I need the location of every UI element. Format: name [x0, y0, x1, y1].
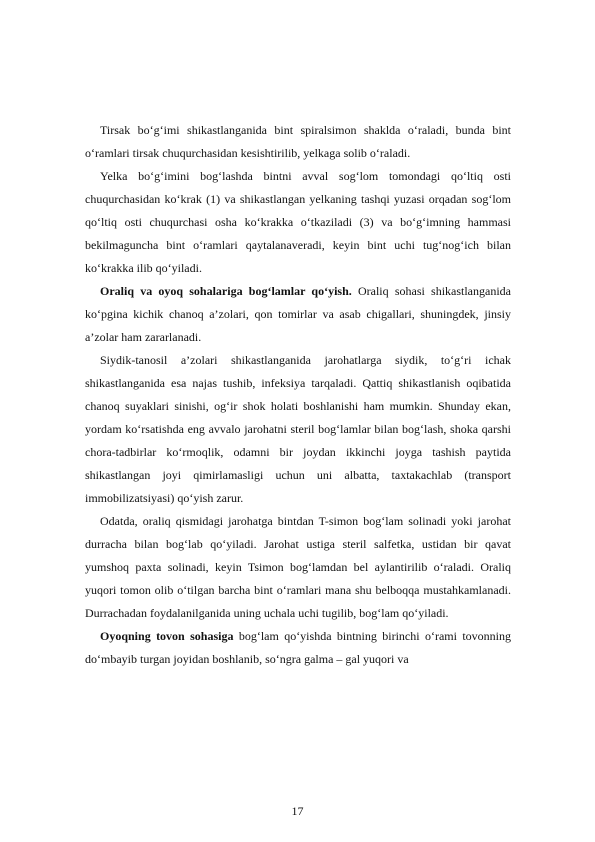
section-heading: Oraliq va oyoq sohalariga bog‘lamlar qo‘yish. [100, 284, 352, 298]
paragraph-text: Yelka bo‘g‘imini bog‘lashda bintni avval sog‘lom tomondagi qo‘ltiq osti chuqurchasidan ko‘krak (1) va shikastlangan yelkaning tashqi yuzasi orqadan sog‘lom qo‘ltiq osti chuqurchasi osha ko‘krakka o‘tkaziladi (3) va bo‘g‘imning hammasi bekilmaguncha bint o‘ramlari qaytalanaveradi, keyin bint uchi tug‘nog‘ich bilan ko‘krakka ilib qo‘yiladi. [85, 169, 511, 275]
document-body [85, 119, 511, 671]
paragraph-shoulder-bandage [85, 165, 511, 280]
paragraph-text: bog‘lam qo‘yishda bintning birinchi o‘rami tovonning do‘mbayib turgan joyidan boshlanib, so‘ngra galma – gal yuqori va [85, 629, 511, 666]
page-number: 17 [291, 804, 304, 818]
paragraph-text: Odatda, oraliq qismidagi jarohatga bintdan T-simon bog‘lam solinadi yoki jarohat durracha bilan bog‘lab qo‘yiladi. Jarohat ustiga steril salfetka, ustidan bir qavat yumshoq paxta solinadi, keyin Tsimon bog‘lamdan bel aylantirilib o‘raladi. Oraliq yuqori tomon olib o‘tilgan barcha bint o‘ramlari mana shu belboqqa mustahkamlanadi. Durrachadan foydalanilganida uning uchala uchi tugilib, bog‘lam qo‘yiladi. [85, 514, 511, 620]
section-heading: Oyoqning tovon sohasiga [100, 629, 234, 643]
paragraph-elbow-bandage [85, 119, 511, 165]
paragraph-perineum-heading [85, 280, 511, 349]
paragraph-urogenital-injury [85, 349, 511, 510]
paragraph-heel-bandage [85, 625, 511, 671]
paragraph-t-bandage [85, 510, 511, 625]
paragraph-text: Tirsak bo‘g‘imi shikastlanganida bint spiralsimon shaklda o‘raladi, bunda bint o‘ramlari tirsak chuqurchasidan kesishtirilib, yelkaga solib o‘raladi. [85, 123, 511, 160]
paragraph-text: Oraliq sohasi shikastlanganida ko‘pgina kichik chanoq a’zolari, qon tomirlar va asab chigallari, shuningdek, jinsiy a’zolar ham zararlanadi. [85, 284, 511, 344]
paragraph-text: Siydik-tanosil a’zolari shikastlanganida jarohatlarga siydik, to‘g‘ri ichak shikastlanganida esa najas tushib, infeksiya tarqaladi. Qattiq shikastlanish oqibatida chanoq suyaklari sinishi, og‘ir shok holati boshlanishi ham mumkin. Shunday ekan, yordam ko‘rsatishda eng avvalo jarohatni steril bog‘lamlar bilan bog‘lash, shoka qarshi chora-tadbirlar ko‘rmoqlik, odamni bir joydan ikkinchi joyga tashish paytida shikastlangan joyi qimirlamasligi uchun uni albatta, taxtakachlab (transport immobilizatsiyasi) qo‘yish zarur. [85, 353, 511, 505]
